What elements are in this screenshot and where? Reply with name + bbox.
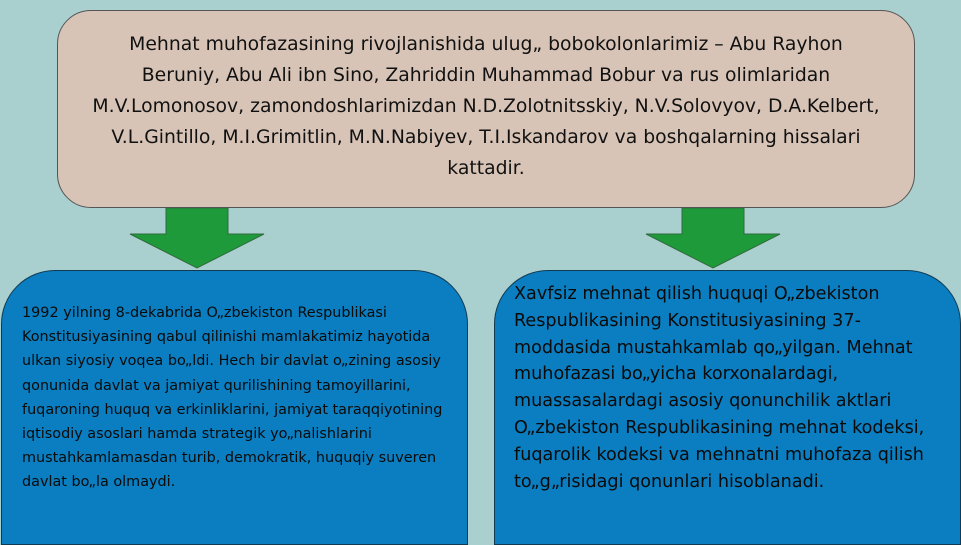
safe-labor-right-text: Xavfsiz mehnat qilish huquqi O„zbekiston Respublikasining Konstitusiyasining 37-moddasida mustahkamlab qo„yilgan. Mehnat muhofazasi bo„yicha korxonalardagi, muassasalardagi asosiy qonunchilik aktlari O„zbekiston Respublikasining mehnat kodeksi, fuqarolik kodeksi va mehnatni muhofaza qilish to„g„risidagi qonunlari hisoblanadi. (514, 284, 925, 492)
down-arrow-right-icon (643, 208, 783, 270)
constitution-adoption-text: 1992 yilning 8-dekabrida O„zbekiston Respublikasi Konstitusiyasining qabul qilinishi mamlakatimiz hayotida ulkan siyosiy voqea bo„ldi. Hech bir davlat o„zining asosiy qonunida davlat va jamiyat qurilishining tamoyillarini, fuqaroning huquq va erkinliklarini, jamiyat taraqqiyotining iqtisodiy asoslari hamda strategik yo„nalishlarini mustahkamlamasdan turib, demokratik, huquqiy suveren davlat bo„la olmaydi. (22, 305, 443, 491)
down-arrow-left-icon (127, 208, 267, 270)
top-statement-box (57, 10, 915, 208)
top-statement-text: Mehnat muhofazasining rivojlanishida ulug„ bobokolonlarimiz – Abu Rayhon Beruniy, Abu Ali ibn Sino, Zahriddin Muhammad Bobur va rus olimlaridan M.V.Lomonosov, zamondoshlarimizdan N.D.Zolotnitsskiy, N.V.Solovyov, D.A.Kelbert, V.L.Gintillo, M.I.Grimitlin, M.N.Nabiyev, T.I.Iskandarov va boshqalarning hissalari kattadir. (92, 34, 880, 179)
constitution-adoption-box (1, 270, 468, 545)
safe-labor-right-box (494, 270, 961, 545)
